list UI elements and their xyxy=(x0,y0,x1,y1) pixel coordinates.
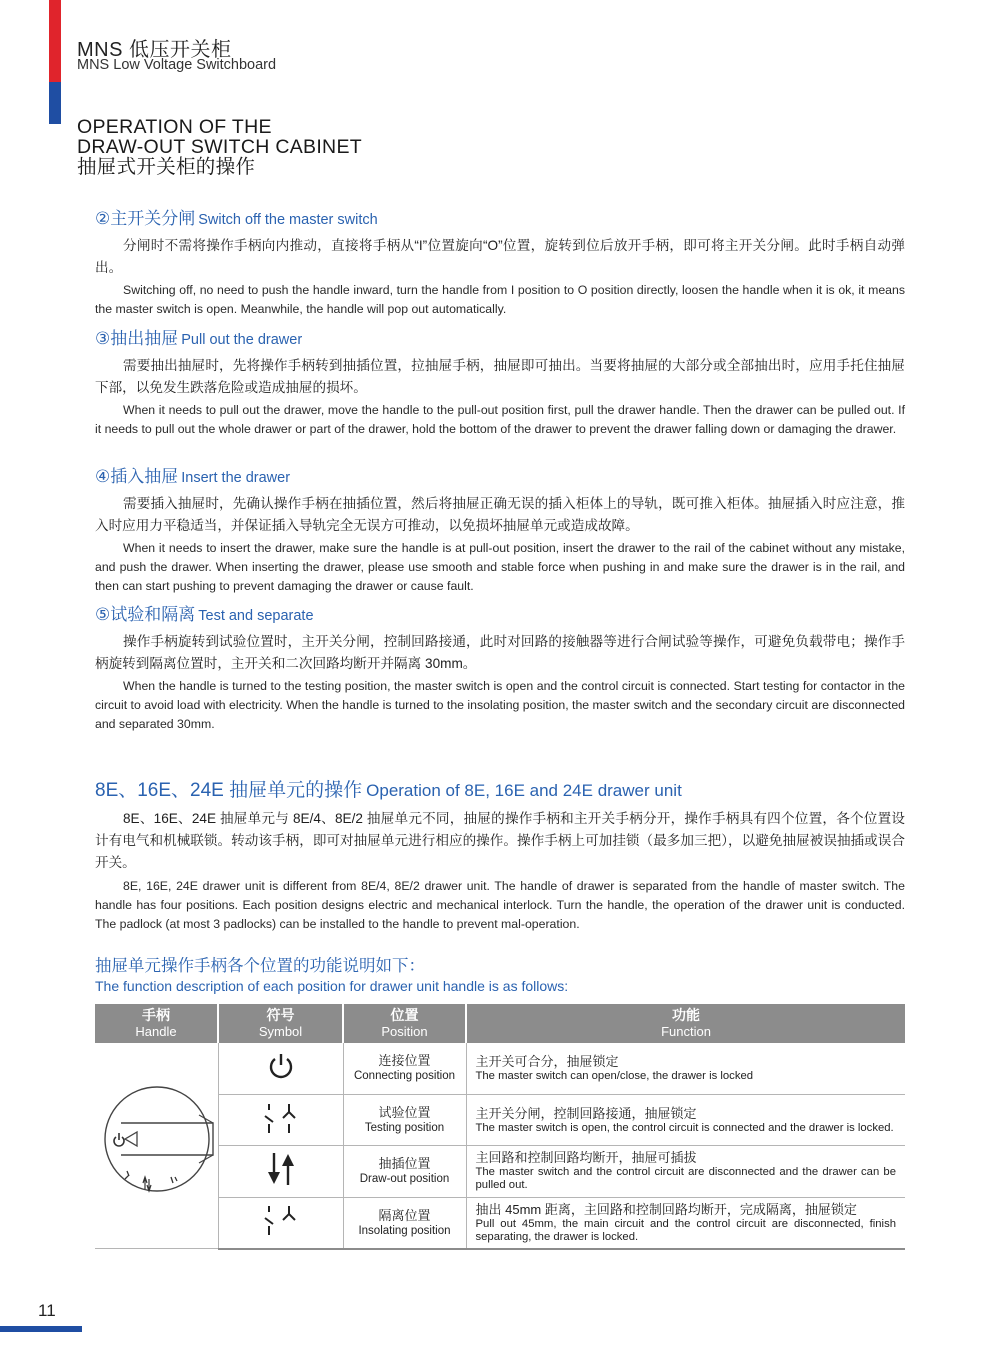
section-body-en: When it needs to insert the drawer, make sure the handle is at pull-out position, insert the drawer to the rail of the cabinet without any mistake, and push the drawer. When inserting the drawer, please use smooth and stable force when pushing in and make sure the drawer is in the rail, and then can start pushing to prevent damaging the drawer or cause fault. xyxy=(95,541,905,593)
function-cn: 主开关分闸，控制回路接通，抽屉锁定 xyxy=(475,1105,697,1121)
position-en: Testing position xyxy=(364,1122,445,1135)
section-heading-cn: ③抽出抽屉 xyxy=(95,329,179,348)
header-cn: 手柄 xyxy=(142,1007,170,1023)
section-heading-cn: ④插入抽屉 xyxy=(95,467,179,486)
symbol-cell xyxy=(218,1146,343,1197)
table-row xyxy=(95,1043,905,1094)
header-function xyxy=(466,1004,905,1043)
page-title-line3: 抽屉式开关柜的操作 xyxy=(77,156,256,178)
position-cell xyxy=(343,1197,466,1248)
function-cn: 抽出 45mm 距离，主回路和控制回路均断开，完成隔离，抽屉锁定 xyxy=(475,1201,857,1217)
page-number: 11 xyxy=(38,1301,56,1320)
page-title xyxy=(77,117,362,177)
section-insert xyxy=(95,462,905,596)
position-cell xyxy=(343,1043,466,1094)
section-heading xyxy=(95,462,905,487)
isolate-switch-icon xyxy=(261,1202,301,1238)
section-heading-cn: ②主开关分闸 xyxy=(95,209,196,228)
page-title-line2: DRAW-OUT SWITCH CABINET xyxy=(77,136,362,158)
position-en: Draw-out position xyxy=(359,1173,450,1186)
header-handle xyxy=(95,1004,218,1043)
symbol-cell xyxy=(218,1197,343,1248)
power-icon xyxy=(266,1051,296,1081)
header-en: Function xyxy=(661,1024,711,1039)
section-heading-cn: ⑤试验和隔离 xyxy=(95,605,196,624)
function-cell xyxy=(466,1043,905,1094)
test-switch-icon xyxy=(261,1100,301,1136)
header-position xyxy=(343,1004,466,1043)
section-body-cn: 分闸时不需将操作手柄向内推动，直接将手柄从“I”位置旋向“O”位置，旋转到位后放开手柄，即可将主开关分闸。此时手柄自动弹出。 xyxy=(95,238,905,275)
page-title-line1: OPERATION OF THE xyxy=(77,116,272,138)
section-heading-en: Test and separate xyxy=(198,608,314,624)
function-en: The master switch and the control circuit are disconnected and the drawer can be pulled out. xyxy=(475,1166,896,1192)
handle-illustration-cell xyxy=(95,1043,218,1249)
section-body-cn: 需要抽出抽屉时，先将操作手柄转到抽插位置，拉抽屉手柄，抽屉即可抽出。当要将抽屉的大部分或全部抽出时，应用手托住抽屉下部，以免发生跌落危险或造成抽屉的损坏。 xyxy=(95,358,905,395)
header-cn: 位置 xyxy=(390,1007,419,1023)
symbol-cell xyxy=(218,1094,343,1145)
table-header-row xyxy=(95,1004,905,1043)
section-heading xyxy=(95,324,905,349)
section-heading xyxy=(95,600,905,625)
function-en: The master switch can open/close, the drawer is locked xyxy=(475,1069,754,1082)
footer-blue-bar xyxy=(0,1326,82,1332)
section-body-en: When it needs to pull out the drawer, move the handle to the pull-out position first, pull the drawer handle. Then the drawer can be pulled out. If it needs to pull out the whole drawer or part of the drawer, hold the bottom of the drawer to prevent the drawer falling down or damaging the drawer. xyxy=(95,403,905,436)
function-cn: 主回路和控制回路均断开，抽屉可插拔 xyxy=(475,1150,697,1166)
position-cn: 连接位置 xyxy=(378,1053,431,1069)
function-en: The master switch is open, the control circuit is connected and the drawer is locked. xyxy=(475,1121,894,1134)
function-cell xyxy=(466,1094,905,1145)
section-body-en: When the handle is turned to the testing position, the master switch is open and the control circuit is connected. Start testing for contactor in the circuit to avoid load with electricity. When the handle is turned to the insolating position, the master switch and the secondary circuit are disconnected and separated 30mm. xyxy=(95,679,905,731)
header-en: Handle xyxy=(135,1024,177,1039)
section-switch-off xyxy=(95,204,905,319)
header-en: Position xyxy=(381,1024,428,1039)
function-cell xyxy=(466,1146,905,1197)
position-en: Insolating position xyxy=(358,1224,451,1237)
drawer-unit-body xyxy=(95,808,905,934)
drawer-unit-heading-cn: 8E、16E、24E 抽屉单元的操作 xyxy=(95,780,363,801)
function-en: Pull out 45mm, the main circuit and the control circuit are disconnected, finish separating, the drawer is locked. xyxy=(475,1217,896,1243)
drawer-unit-heading xyxy=(95,775,682,802)
header-red-bar xyxy=(49,0,61,82)
function-table-heading-cn: 抽屉单元操作手柄各个位置的功能说明如下： xyxy=(95,957,425,975)
position-cn: 抽插位置 xyxy=(378,1156,431,1172)
drawer-unit-body-cn: 8E、16E、24E 抽屉单元与 8E/4、8E/2 抽屉单元不同，抽屉的操作手柄和主开关手柄分开，操作手柄具有四个位置，各个位置设计有电气和机械联锁。转动该手柄，即可对抽屉单元进行相应的操作。操作手柄上可加挂锁（最多加三把），以避免抽屉被误抽插或误合开关。 xyxy=(95,811,905,870)
position-cell xyxy=(343,1146,466,1197)
header-symbol xyxy=(218,1004,343,1043)
section-heading-en: Pull out the drawer xyxy=(181,332,303,348)
header-cn: 符号 xyxy=(266,1007,295,1023)
drawer-unit-body-en: 8E, 16E, 24E drawer unit is different from 8E/4, 8E/2 drawer unit. The handle of drawer is separated from the handle of master switch. The handle has four positions. Each position designs electric and mechanical interlock. Turn the handle, the operation of the drawer unit is conducted. The padlock (at most 3 padlocks) can be installed to the handle to prevent mal-operation. xyxy=(95,879,905,931)
position-en: Connecting position xyxy=(353,1070,455,1083)
section-body-cn: 需要插入抽屉时，先确认操作手柄在抽插位置，然后将抽屉正确无误的插入柜体上的导轨，既可推入柜体。抽屉插入时应注意，推入时应用力平稳适当，并保证插入导轨完全无误方可推动，以免损坏抽屉单元或造成故障。 xyxy=(95,496,905,533)
header-en: Symbol xyxy=(258,1024,303,1039)
position-cell xyxy=(343,1094,466,1145)
header-title-cn: MNS 低压开关柜 xyxy=(77,39,232,61)
symbol-cell xyxy=(218,1043,343,1094)
function-cn: 主开关可合分，抽屉锁定 xyxy=(475,1053,619,1069)
position-cn: 试验位置 xyxy=(378,1105,431,1121)
section-heading-en: Switch off the master switch xyxy=(198,212,378,228)
function-cell xyxy=(466,1197,905,1248)
section-heading xyxy=(95,204,905,229)
section-body-cn: 操作手柄旋转到试验位置时，主开关分闸，控制回路接通，此时对回路的接触器等进行合闸试验等操作，可避免负载带电；操作手柄旋转到隔离位置时，主开关和二次回路均断开并隔离 30mm。 xyxy=(95,634,905,671)
function-table xyxy=(95,1004,905,1250)
position-cn: 隔离位置 xyxy=(378,1207,431,1223)
function-table-heading-en: The function description of each position for drawer unit handle is as follows: xyxy=(95,978,569,994)
function-table-heading xyxy=(95,956,568,996)
rotary-handle-icon xyxy=(95,1043,217,1243)
drawer-unit-heading-en: Operation of 8E, 16E and 24E drawer unit xyxy=(366,781,682,800)
drawout-arrows-icon xyxy=(263,1150,299,1188)
section-heading-en: Insert the drawer xyxy=(181,470,291,486)
section-test-separate xyxy=(95,600,905,734)
header-blue-bar xyxy=(49,82,61,124)
section-pull-out xyxy=(95,324,905,439)
section-body-en: Switching off, no need to push the handle inward, turn the handle from I position to O position directly, loosen the handle when it is ok, it means the master switch is open. Meanwhile, the handle will pop out automatically. xyxy=(95,283,905,316)
header-cn: 功能 xyxy=(672,1007,700,1023)
header-title-en: MNS Low Voltage Switchboard xyxy=(77,57,277,73)
